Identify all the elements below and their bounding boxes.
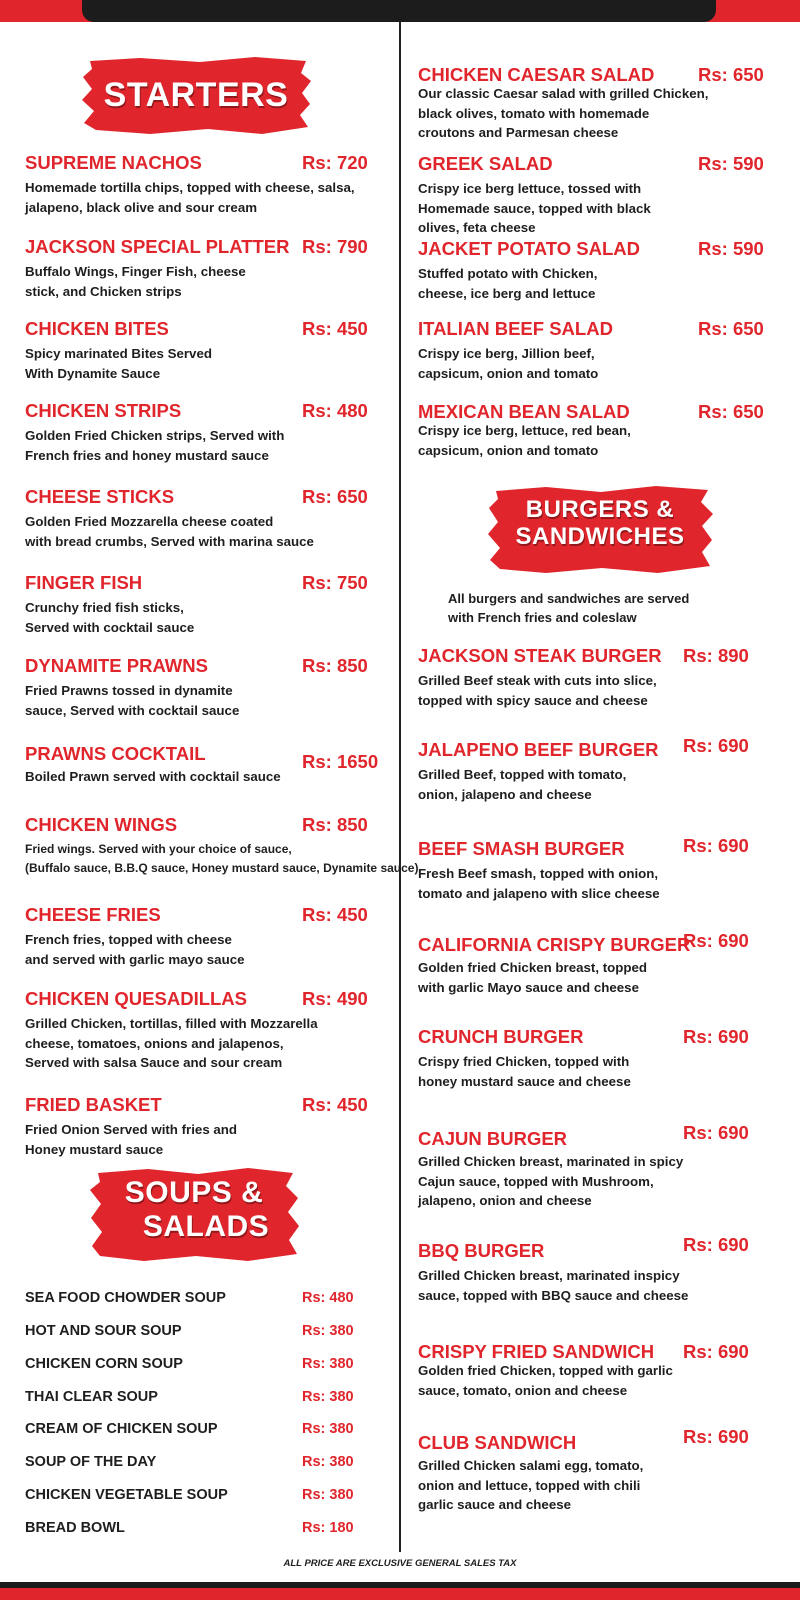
menu-item-price: Rs: 650	[698, 401, 764, 422]
menu-item-price: Rs: 450	[302, 1094, 368, 1115]
menu-item-price: Rs: 690	[683, 735, 749, 756]
burgers-banner	[486, 486, 714, 574]
description-line: Crispy ice berg, lettuce, red bean,	[418, 423, 631, 438]
description-line: Fried Prawns tossed in dynamite	[25, 683, 233, 698]
section-heading-starters: STARTERS	[103, 76, 289, 114]
burgers-note-line: All burgers and sandwiches are served	[448, 591, 690, 606]
soup-name: THAI CLEAR SOUP	[25, 1389, 158, 1405]
description-line: croutons and Parmesan cheese	[418, 125, 619, 140]
description-line: Crispy ice berg, Jillion beef,	[418, 346, 595, 361]
menu-item-price: Rs: 890	[683, 645, 749, 666]
menu-item-price: Rs: 650	[698, 64, 764, 85]
description-line: Golden fried Chicken breast, topped	[418, 960, 648, 975]
description-line: Crispy fried Chicken, topped with	[418, 1054, 630, 1069]
menu-item-price: Rs: 480	[302, 400, 368, 421]
description-line: capsicum, onion and tomato	[418, 365, 599, 381]
menu-item	[25, 400, 405, 480]
soup-price: Rs: 380	[302, 1323, 354, 1339]
menu-item	[418, 1026, 798, 1106]
menu-item-description	[418, 179, 651, 238]
section-heading-burgers-line2: SANDWICHES	[515, 523, 685, 550]
description-line: Buffalo Wings, Finger Fish, cheese	[25, 264, 246, 279]
menu-item-name: JACKET POTATO SALAD	[418, 238, 641, 259]
description-line: black olives, tomato with homemade	[418, 105, 650, 121]
description-line: olives, feta cheese	[418, 220, 536, 235]
menu-item	[418, 835, 798, 918]
menu-item-description	[418, 958, 647, 997]
menu-item-description	[25, 930, 245, 969]
menu-item-description	[418, 84, 708, 143]
menu-item-description	[418, 864, 660, 903]
soup-name: SEA FOOD CHOWDER SOUP	[25, 1290, 226, 1306]
menu-item-price: Rs: 790	[302, 236, 368, 257]
description-line: cheese, tomatoes, onions and jalapenos,	[25, 1035, 284, 1051]
description-line: Grilled Chicken, tortillas, filled with Mozzarella	[25, 1016, 318, 1031]
menu-item-name: CHICKEN BITES	[25, 318, 169, 339]
menu-item-name: CHEESE STICKS	[25, 486, 175, 507]
description-line: stick, and Chicken strips	[25, 283, 182, 299]
description-line: sauce, tomato, onion and cheese	[418, 1382, 628, 1398]
description-line: Stuffed potato with Chicken,	[418, 266, 598, 281]
menu-item-name: CLUB SANDWICH	[418, 1432, 577, 1453]
soup-row	[25, 1421, 365, 1443]
menu-item-price: Rs: 1650	[302, 751, 379, 772]
description-line: Homemade tortilla chips, topped with cheese, salsa,	[25, 180, 355, 195]
menu-item-price: Rs: 690	[683, 1234, 749, 1255]
soup-name: BREAD BOWL	[25, 1520, 125, 1536]
menu-item	[418, 238, 798, 318]
description-line: honey mustard sauce and cheese	[418, 1073, 631, 1089]
menu-item-price: Rs: 650	[302, 486, 368, 507]
menu-item-description	[25, 1120, 237, 1159]
soup-price: Rs: 480	[302, 1290, 354, 1306]
menu-item-price: Rs: 590	[698, 153, 764, 174]
description-line: Our classic Caesar salad with grilled Chicken,	[418, 86, 709, 101]
menu-item-description	[418, 1152, 683, 1211]
burgers-note	[448, 589, 689, 627]
soup-name: HOT AND SOUR SOUP	[25, 1323, 182, 1339]
description-line: Fresh Beef smash, topped with onion,	[418, 866, 659, 881]
menu-item-price: Rs: 450	[302, 904, 368, 925]
menu-item-price: Rs: 650	[698, 318, 764, 339]
menu-item	[418, 64, 798, 144]
description-line: Cajun sauce, topped with Mushroom,	[418, 1173, 654, 1189]
soup-price: Rs: 380	[302, 1356, 354, 1372]
description-line: (Buffalo sauce, B.B.Q sauce, Honey mustard sauce, Dynamite sauce)	[25, 861, 419, 875]
top-decor-bar	[0, 0, 800, 22]
menu-item-description	[25, 840, 418, 878]
description-line: onion and lettuce, topped with chili	[418, 1477, 641, 1493]
menu-item-price: Rs: 690	[683, 930, 749, 951]
menu-item	[25, 572, 405, 652]
menu-item-name: CHICKEN WINGS	[25, 814, 178, 835]
menu-item-price: Rs: 750	[302, 572, 368, 593]
section-heading-burgers-line1: BURGERS &	[525, 496, 675, 523]
soup-name: CHICKEN CORN SOUP	[25, 1356, 183, 1372]
menu-item	[25, 655, 405, 735]
description-line: Grilled Beef steak with cuts into slice,	[418, 673, 657, 688]
menu-item-name: CHICKEN QUESADILLAS	[25, 988, 248, 1009]
menu-item-price: Rs: 450	[302, 318, 368, 339]
description-line: sauce, Served with cocktail sauce	[25, 702, 240, 718]
description-line: Crunchy fried fish sticks,	[25, 600, 184, 615]
description-line: Grilled Chicken breast, marinated in spicy	[418, 1154, 684, 1169]
section-heading-soups-line2: SALADS	[142, 1210, 270, 1243]
menu-item-name: JALAPENO BEEF BURGER	[418, 739, 659, 760]
menu-item-price: Rs: 850	[302, 655, 368, 676]
description-line: Fried wings. Served with your choice of sauce,	[25, 842, 292, 856]
menu-item	[418, 401, 798, 481]
menu-item-description	[418, 421, 631, 460]
menu-item	[418, 1122, 798, 1208]
description-line: Spicy marinated Bites Served	[25, 346, 212, 361]
menu-item-price: Rs: 690	[683, 835, 749, 856]
menu-item-description	[25, 598, 194, 637]
description-line: With Dynamite Sauce	[25, 365, 161, 381]
menu-item	[25, 152, 405, 232]
menu-item-name: ITALIAN BEEF SALAD	[418, 318, 613, 339]
description-line: garlic sauce and cheese	[418, 1497, 571, 1512]
tax-note: ALL PRICE ARE EXCLUSIVE GENERAL SALES TAX	[283, 1558, 517, 1569]
description-line: Served with cocktail sauce	[25, 619, 195, 635]
description-line: Grilled Chicken breast, marinated inspicy	[418, 1268, 680, 1283]
menu-item	[418, 735, 798, 819]
soup-row	[25, 1487, 365, 1509]
soup-name: CHICKEN VEGETABLE SOUP	[25, 1487, 228, 1503]
menu-item-name: MEXICAN BEAN SALAD	[418, 401, 630, 422]
menu-item-name: FRIED BASKET	[25, 1094, 162, 1115]
soup-row	[25, 1323, 365, 1345]
menu-item-description	[418, 1361, 673, 1400]
menu-item-description	[418, 344, 598, 383]
soup-price: Rs: 380	[302, 1421, 354, 1437]
menu-item	[418, 1426, 798, 1512]
menu-item-price: Rs: 590	[698, 238, 764, 259]
description-line: cheese, ice berg and lettuce	[418, 285, 596, 301]
soup-price: Rs: 180	[302, 1520, 354, 1536]
menu-item-description	[25, 512, 314, 551]
description-line: Grilled Chicken salami egg, tomato,	[418, 1458, 644, 1473]
soup-price: Rs: 380	[302, 1454, 354, 1470]
description-line: Honey mustard sauce	[25, 1141, 164, 1157]
description-line: Golden Fried Mozzarella cheese coated	[25, 514, 274, 529]
description-line: French fries, topped with cheese	[25, 932, 232, 947]
soup-row	[25, 1356, 365, 1378]
menu-item-name: CALIFORNIA CRISPY BURGER	[418, 934, 691, 955]
soup-price: Rs: 380	[302, 1487, 354, 1503]
menu-item-name: FINGER FISH	[25, 572, 143, 593]
description-line: Grilled Beef, topped with tomato,	[418, 767, 627, 782]
menu-item-name: DYNAMITE PRAWNS	[25, 655, 208, 676]
description-line: jalapeno, onion and cheese	[418, 1193, 592, 1208]
menu-item-name: CHICKEN STRIPS	[25, 400, 182, 421]
description-line: Boiled Prawn served with cocktail sauce	[25, 769, 281, 784]
top-decor-inner	[82, 0, 716, 22]
description-line: French fries and honey mustard sauce	[25, 447, 269, 463]
description-line: Golden Fried Chicken strips, Served with	[25, 428, 285, 443]
bottom-decor-inner	[0, 1582, 800, 1588]
menu-item-description	[418, 671, 657, 710]
menu-item-name: CAJUN BURGER	[418, 1128, 568, 1149]
menu-item	[418, 318, 798, 398]
menu-item-name: CHICKEN CAESAR SALAD	[418, 64, 655, 85]
menu-item-description	[418, 1052, 631, 1091]
menu-item-description	[25, 1014, 318, 1073]
menu-item-description	[418, 264, 598, 303]
menu-item-name: SUPREME NACHOS	[25, 152, 202, 173]
description-line: topped with spicy sauce and cheese	[418, 692, 648, 708]
menu-item-description	[25, 426, 284, 465]
menu-item-name: GREEK SALAD	[418, 153, 553, 174]
description-line: sauce, topped with BBQ sauce and cheese	[418, 1287, 689, 1303]
soups-banner	[88, 1168, 300, 1262]
menu-item-description	[418, 1456, 643, 1515]
description-line: jalapeno, black olive and sour cream	[25, 199, 258, 215]
menu-item	[25, 486, 405, 566]
menu-item-name: CRISPY FRIED SANDWICH	[418, 1341, 655, 1362]
description-line: Crispy ice berg lettuce, tossed with	[418, 181, 642, 196]
menu-item-price: Rs: 490	[302, 988, 368, 1009]
menu-item-price: Rs: 690	[683, 1426, 749, 1447]
menu-item	[25, 318, 405, 398]
menu-item-description	[25, 767, 281, 787]
menu-item	[25, 1094, 405, 1174]
menu-item-price: Rs: 850	[302, 814, 368, 835]
description-line: tomato and jalapeno with slice cheese	[418, 885, 660, 901]
menu-item-name: JACKSON STEAK BURGER	[418, 645, 662, 666]
menu-item	[418, 153, 798, 233]
menu-item-description	[418, 1266, 688, 1305]
menu-item	[25, 814, 419, 894]
menu-item-name: JACKSON SPECIAL PLATTER	[25, 236, 290, 257]
menu-item	[418, 1341, 798, 1421]
menu-item-description	[25, 262, 246, 301]
menu-item	[25, 743, 405, 823]
menu-item-price: Rs: 690	[683, 1122, 749, 1143]
menu-item	[25, 236, 405, 316]
soup-row	[25, 1454, 365, 1476]
menu-item-name: CRUNCH BURGER	[418, 1026, 584, 1047]
menu-item-name: BEEF SMASH BURGER	[418, 838, 625, 859]
description-line: capsicum, onion and tomato	[418, 442, 599, 458]
menu-item	[418, 1234, 798, 1320]
section-heading-soups-line1: SOUPS &	[124, 1176, 264, 1209]
bottom-decor-bar	[0, 1582, 800, 1600]
starters-banner	[80, 57, 312, 135]
menu-item-description	[25, 681, 239, 720]
description-line: onion, jalapeno and cheese	[418, 786, 592, 802]
menu-item-name: PRAWNS COCKTAIL	[25, 743, 206, 764]
menu-item-price: Rs: 690	[683, 1026, 749, 1047]
description-line: Fried Onion Served with fries and	[25, 1122, 238, 1137]
menu-item-price: Rs: 690	[683, 1341, 749, 1362]
description-line: Homemade sauce, topped with black	[418, 200, 651, 216]
menu-item-description	[418, 765, 626, 804]
soup-row	[25, 1389, 365, 1411]
soup-row	[25, 1290, 365, 1312]
menu-item-description	[25, 344, 212, 383]
menu-item-price: Rs: 720	[302, 152, 368, 173]
menu-item	[418, 645, 798, 725]
soup-price: Rs: 380	[302, 1389, 354, 1405]
description-line: Golden fried Chicken, topped with garlic	[418, 1363, 673, 1378]
menu-item	[418, 930, 798, 1014]
menu-item	[25, 988, 405, 1068]
menu-item	[25, 904, 405, 984]
description-line: with garlic Mayo sauce and cheese	[418, 979, 639, 995]
burgers-note-line: with French fries and coleslaw	[448, 610, 637, 625]
description-line: with bread crumbs, Served with marina sauce	[25, 533, 314, 549]
description-line: Served with salsa Sauce and sour cream	[25, 1055, 283, 1070]
soup-name: CREAM OF CHICKEN SOUP	[25, 1421, 218, 1437]
menu-item-description	[25, 178, 355, 217]
soup-row	[25, 1520, 365, 1542]
soup-name: SOUP OF THE DAY	[25, 1454, 157, 1470]
menu-item-name: BBQ BURGER	[418, 1240, 545, 1261]
menu-item-name: CHEESE FRIES	[25, 904, 161, 925]
description-line: and served with garlic mayo sauce	[25, 951, 245, 967]
